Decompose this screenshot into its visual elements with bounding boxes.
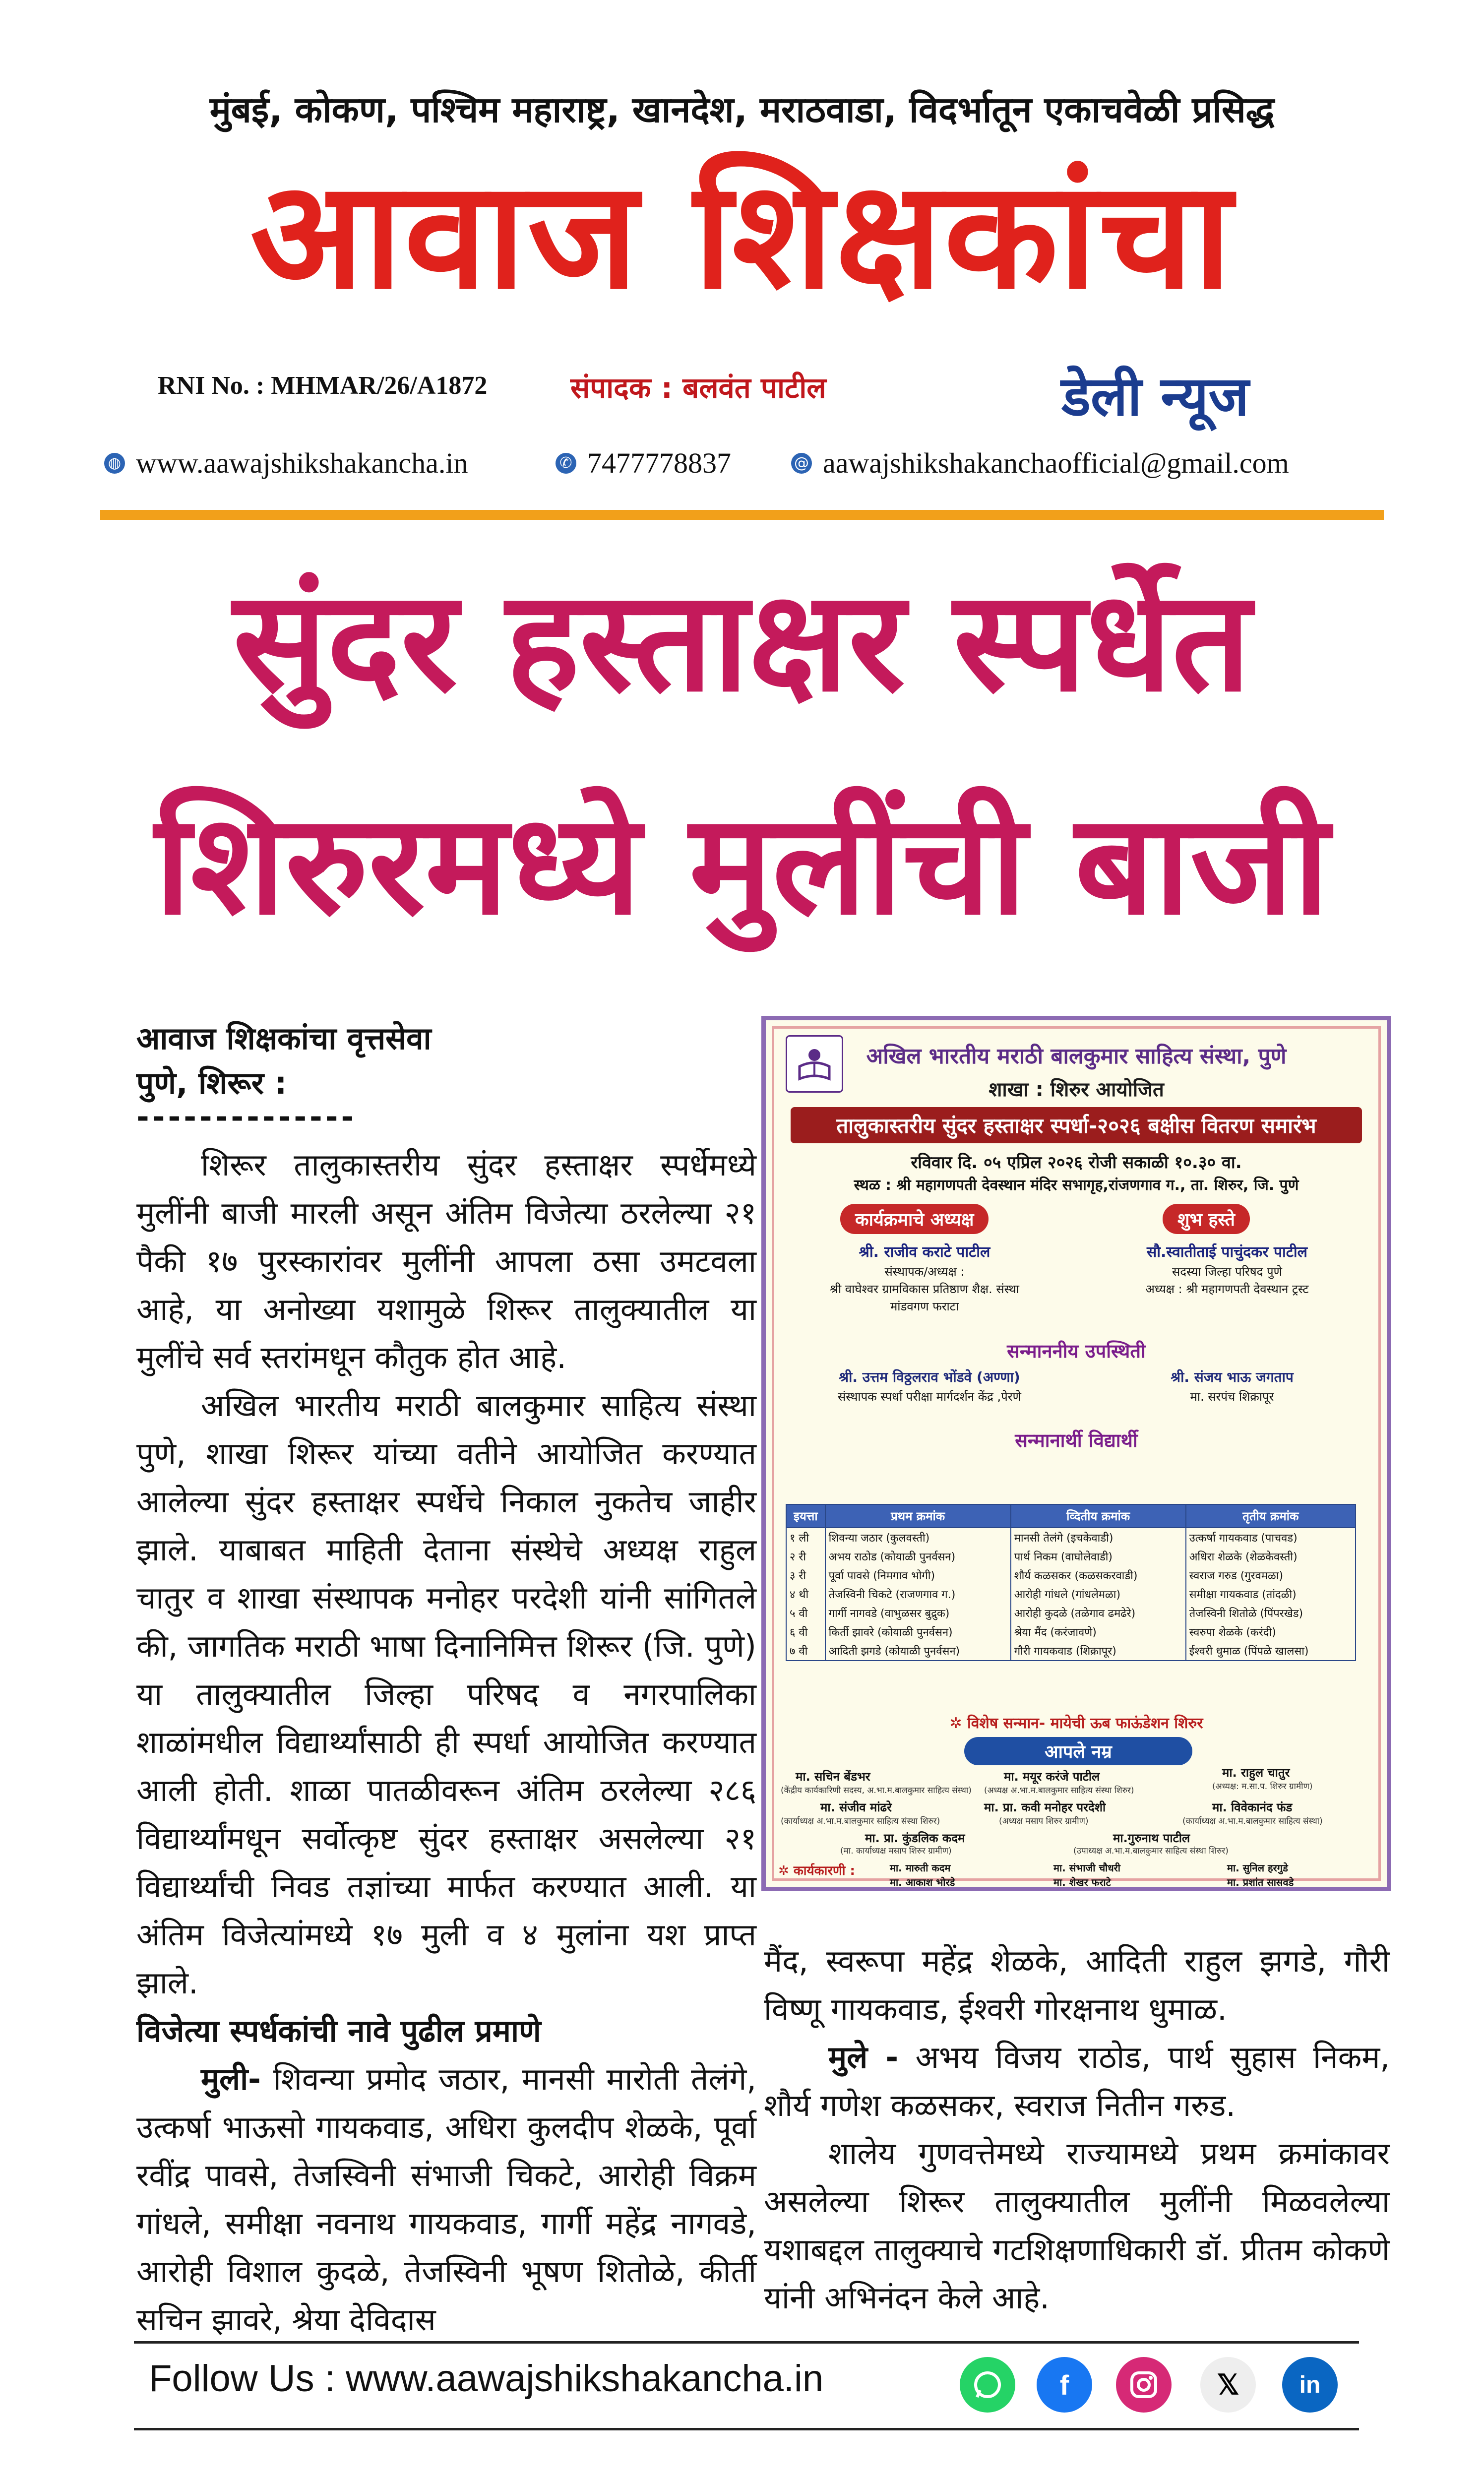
headline-line-1: सुंदर हस्ताक्षर स्पर्धेत: [233, 561, 1251, 723]
member-role: (कार्याध्यक्ष अ.भा.म.बालकुमार साहित्य संस्था शिरुर): [781, 1816, 940, 1826]
table-cell: शौर्य कळसकर (कळसकरवाडी): [1011, 1566, 1186, 1585]
contact-phone[interactable]: [556, 446, 731, 480]
table-row: [786, 1566, 1356, 1585]
committee-member: मा. सुनिल हरगुडे: [1227, 1862, 1288, 1874]
footer-divider-bottom: [134, 2428, 1359, 2430]
boys-names: अभय विजय राठोड, पार्थ सुहास निकम, शौर्य गणेश कळसकर, स्वराज नितीन गरुड.: [764, 2039, 1390, 2123]
follow-us-link[interactable]: Follow Us : www.aawajshikshakancha.in: [149, 2357, 824, 2400]
winners-table: [786, 1504, 1356, 1661]
member-name: मा.गुरुनाथ पाटील: [1113, 1831, 1190, 1845]
chief-guest-org: अध्यक्ष : श्री महागणपती देवस्थान ट्रस्ट: [1145, 1282, 1309, 1296]
table-row: [786, 1622, 1356, 1641]
table-cell: गौरी गायकवाड (शिक्रापूर): [1011, 1641, 1186, 1661]
table-row: [786, 1585, 1356, 1604]
winners-heading: विजेत्या स्पर्धकांची नावे पुढील प्रमाणे: [136, 2013, 541, 2049]
table-cell: तेजस्विनी शितोळे (पिंपरखेड): [1186, 1604, 1356, 1622]
x-icon[interactable]: 𝕏: [1200, 2357, 1256, 2413]
table-cell: शिवन्या जठार (कुलवस्ती): [825, 1528, 1011, 1547]
member-role: (कार्याध्यक्ष अ.भा.म.बालकुमार साहित्य संस्था): [1182, 1816, 1323, 1826]
table-cell: उत्कर्षा गायकवाड (पाचवड): [1186, 1528, 1356, 1547]
invitation-title: तालुकास्तरीय सुंदर हस्ताक्षर स्पर्धा-२०२६ बक्षीस वितरण समारंभ: [791, 1107, 1362, 1143]
table-row: [786, 1641, 1356, 1661]
committee-member: मा. मारुती कदम: [890, 1862, 951, 1874]
special-honor: ✲ विशेष सन्मान- मायेची ऊब फाऊंडेशन शिरुर: [949, 1715, 1203, 1732]
member-name: मा. संजीव मांढरे: [820, 1800, 892, 1814]
member-role: (अध्यक्ष: म.सा.प. शिरुर ग्रामीण): [1212, 1782, 1313, 1792]
member-name: मा. राहुल चातुर: [1222, 1766, 1290, 1780]
byline-dashes: --------------: [136, 1099, 357, 1135]
table-cell: तेजस्विनी चिकटे (राजणगाव ग.): [825, 1585, 1011, 1604]
contact-email[interactable]: [791, 446, 1289, 480]
chief-guest-role: सदस्या जिल्हा परिषद पुणे: [1172, 1265, 1282, 1279]
rni-number: RNI No. : MHMAR/26/A1872: [158, 372, 488, 400]
table-cell: मानसी तेलंगे (इचकेवाडी): [1011, 1528, 1186, 1547]
table-cell: ३ री: [786, 1566, 825, 1585]
instagram-icon[interactable]: [1116, 2357, 1172, 2413]
contact-website[interactable]: [104, 446, 468, 480]
students-heading: सन्मानार्थी विद्यार्थी: [1015, 1429, 1138, 1451]
linkedin-icon[interactable]: in: [1282, 2357, 1338, 2413]
table-header: तृतीय क्रमांक: [1186, 1504, 1356, 1528]
committee-label: ✲ कार्यकारणी :: [778, 1863, 855, 1878]
member-role: (मा. कार्याध्यक्ष मसाप शिरुर ग्रामीण): [840, 1846, 952, 1856]
guest-2-name: श्री. संजय भाऊ जगताप: [1171, 1369, 1294, 1385]
table-cell: १ ली: [786, 1528, 825, 1547]
phone-text: 7477778837: [587, 447, 731, 479]
humble-label: आपले नम्र: [964, 1737, 1192, 1765]
president-place: मांडवगण फराटा: [890, 1300, 959, 1313]
girls-names-continued: मैंद, स्वरूपा महेंद्र शेळके, आदिती राहुल झगडे, गौरी विष्णू गायकवाड, ईश्वरी गोरक्षनाथ धुमाळ.: [764, 1943, 1390, 2027]
table-header: इयत्ता: [786, 1504, 825, 1528]
table-header-row: [786, 1504, 1356, 1528]
girls-label: मुली-: [201, 2061, 261, 2097]
byline-source: आवाज शिक्षकांचा वृत्तसेवा: [136, 1020, 432, 1056]
table-row: [786, 1528, 1356, 1547]
chief-guest-name: सौ.स्वातीताई पाचुंदकर पाटील: [1146, 1243, 1308, 1261]
chief-guest-label: शुभ हस्ते: [1163, 1204, 1250, 1234]
email-text: aawajshikshakanchaofficial@gmail.com: [823, 447, 1289, 479]
headline-line-2: शिरुरमध्ये मुलींची बाजी: [155, 784, 1329, 946]
table-cell: ५ वी: [786, 1604, 825, 1622]
table-cell: आदिती झगडे (कोयाळी पुनर्वसन): [825, 1641, 1011, 1661]
email-icon: @: [791, 453, 812, 474]
article-column-right: [764, 1937, 1390, 2322]
president-label: कार्यक्रमाचे अध्यक्ष: [840, 1204, 989, 1234]
phone-icon: ✆: [556, 453, 576, 474]
table-cell: पूर्वा पावसे (निमगाव भोगी): [825, 1566, 1011, 1585]
byline-place: पुणे, शिरूर :: [136, 1065, 287, 1101]
guest-1-role: संस्थापक स्पर्धा परीक्षा मार्गदर्शन केंद्र ,पेरणे: [838, 1390, 1021, 1404]
guests-heading: सन्माननीय उपस्थिती: [1007, 1340, 1146, 1362]
member-name: मा. प्रा. कुंडलिक कदम: [865, 1831, 965, 1845]
table-cell: अभय राठोड (कोयाळी पुनर्वसन): [825, 1547, 1011, 1566]
member-name: मा. प्रा. कवी मनोहर परदेशी: [984, 1800, 1106, 1814]
member-role: (उपाध्यक्ष अ.भा.म.बालकुमार साहित्य संस्था शिरुर): [1073, 1846, 1229, 1856]
table-cell: श्रेया मैंद (करंजावणे): [1011, 1622, 1186, 1641]
table-cell: किर्ती झावरे (कोयाळी पुनर्वसन): [825, 1622, 1011, 1641]
table-header: व्दितीय क्रमांक: [1011, 1504, 1186, 1528]
tagline: मुंबई, कोकण, पश्चिम महाराष्ट्र, खानदेश, मराठवाडा, विदर्भातून एकाचवेळी प्रसिद्ध: [209, 89, 1275, 130]
table-cell: आरोही गांधले (गांधलेमळा): [1011, 1585, 1186, 1604]
article-column-left: [136, 1141, 756, 2344]
globe-icon: ◍: [104, 453, 125, 474]
table-cell: २ री: [786, 1547, 825, 1566]
committee-member: मा. संभाजी चौधरी: [1053, 1862, 1120, 1874]
table-cell: ईश्वरी धुमाळ (पिंपळे खालसा): [1186, 1641, 1356, 1661]
committee-member: मा. प्रशांत सासवडे: [1227, 1876, 1294, 1888]
table-header: प्रथम क्रमांक: [825, 1504, 1011, 1528]
table-cell: अधिरा शेळके (शेळकेवस्ती): [1186, 1547, 1356, 1566]
table-cell: गार्गी नागवडे (वाभुळसर बुद्रुक): [825, 1604, 1011, 1622]
president-role: संस्थापक/अध्यक्ष :: [884, 1265, 965, 1279]
president-org: श्री वाघेश्वर ग्रामविकास प्रतिष्ठाण शैक्ष. संस्था: [829, 1282, 1020, 1296]
whatsapp-icon[interactable]: [960, 2357, 1015, 2413]
table-cell: स्वरुपा शेळके (करंदी): [1186, 1622, 1356, 1641]
article-paragraph: शिरूर तालुकास्तरीय सुंदर हस्ताक्षर स्पर्धेमध्ये मुलींनी बाजी मारली असून अंतिम विजेत्या ठरलेल्या २१ पैकी १७ पुरस्कारांवर मुलींनी आपला ठसा उमटवला आहे, या अनोख्या यशामुळे शिरूर तालुक्यातील या मुलींचे सर्व स्तरांमधून कौतुक होत आहे.: [136, 1147, 756, 1375]
table-cell: आरोही कुदळे (तळेगाव ढमढेरे): [1011, 1604, 1186, 1622]
president-name: श्री. राजीव कराटे पाटील: [859, 1243, 990, 1261]
invitation-branch: शाखा : शिरुर आयोजित: [989, 1078, 1164, 1101]
article-paragraph: शालेय गुणवत्तेमध्ये राज्यामध्ये प्रथम क्रमांकावर असलेल्या शिरूर तालुक्यातील मुलींनी मिळवलेल्या यशाबद्दल तालुक्याचे गटशिक्षणाधिकारी डॉ. प्रीतम कोकणे यांनी अभिनंदन केले आहे.: [764, 2135, 1390, 2316]
masthead-title: आवाज शिक्षकांचा: [250, 149, 1234, 322]
footer-divider-top: [134, 2341, 1359, 2344]
member-name: मा. विवेकानंद फंड: [1212, 1800, 1293, 1814]
girls-names: शिवन्या प्रमोद जठार, मानसी मारोती तेलंगे, उत्कर्षा भाऊसो गायकवाड, अधिरा कुलदीप शेळके, पूर्वा रवींद्र पावसे, तेजस्विनी संभाजी चिकटे, आरोही विक्रम गांधले, समीक्षा नवनाथ गायकवाड, गार्गी महेंद्र नागवडे, आरोही विशाल कुदळे, तेजस्विनी भूषण शितोळे, कीर्ती सचिन झावरे, श्रेया देविदास: [136, 2061, 756, 2338]
member-role: (केंद्रीय कार्यकारिणी सदस्य, अ.भा.म.बालकुमार साहित्य संस्था): [781, 1786, 972, 1796]
table-cell: ७ वी: [786, 1641, 825, 1661]
website-text: www.aawajshikshakancha.in: [136, 447, 468, 479]
table-cell: ६ वी: [786, 1622, 825, 1641]
table-row: [786, 1604, 1356, 1622]
facebook-icon[interactable]: f: [1037, 2357, 1092, 2413]
member-name: मा. मयूर करंजे पाटील: [1004, 1770, 1100, 1784]
daily-news-label: डेली न्यूज: [1061, 365, 1249, 428]
header-divider: [100, 510, 1384, 520]
boys-label: मुले -: [828, 2039, 899, 2075]
committee-member: मा. शेखर फराटे: [1053, 1876, 1111, 1888]
table-cell: पार्थ निकम (वाघोलेवाडी): [1011, 1547, 1186, 1566]
table-cell: स्वराज गरुड (गुरवमळा): [1186, 1566, 1356, 1585]
table-row: [786, 1547, 1356, 1566]
table-cell: ४ थी: [786, 1585, 825, 1604]
member-role: (अध्यक्ष अ.भा.म.बालकुमार साहित्य संस्था शिरुर): [984, 1786, 1134, 1796]
invitation-card: [761, 1016, 1391, 1891]
member-name: मा. सचिन बेंडभर: [796, 1770, 870, 1784]
member-role: (अध्यक्ष मसाप शिरुर ग्रामीण): [999, 1816, 1089, 1826]
editor-credit: संपादक : बलवंत पाटील: [570, 371, 826, 405]
committee-member: मा. आकाश भोरडे: [890, 1876, 955, 1888]
article-paragraph: अखिल भारतीय मराठी बालकुमार साहित्य संस्था पुणे, शाखा शिरूर यांच्या वतीने आयोजित करण्यात आलेल्या सुंदर हस्ताक्षर स्पर्धेचे निकाल नुकतेच जाहीर झाले. याबाबत माहिती देताना संस्थेचे अध्यक्ष राहुल चातुर व शाखा संस्थापक मनोहर परदेशी यांनी सांगितले की, जागतिक मराठी भाषा दिनानिमित्त शिरूर (जि. पुणे) या तालुक्यातील जिल्हा परिषद व नगरपालिका शाळांमधील विद्यार्थ्यांसाठी ही स्पर्धा आयोजित करण्यात आली होती. शाळा पातळीवरून अंतिम ठरलेल्या २८६ विद्यार्थ्यांमधून सर्वोत्कृष्ट सुंदर हस्ताक्षर असलेल्या २१ विद्यार्थ्यांची निवड तज्ञांच्या मार्फत करण्यात आली. या अंतिम विजेत्यांमध्ये १७ मुली व ४ मुलांना यश प्राप्त झाले.: [136, 1387, 756, 2001]
guest-2-role: मा. सरपंच शिक्रापूर: [1190, 1390, 1274, 1404]
invitation-venue: स्थळ : श्री महागणपती देवस्थान मंदिर सभागृह,रांजणगाव ग., ता. शिरुर, जि. पुणे: [854, 1177, 1299, 1194]
invitation-date: रविवार दि. ०५ एप्रिल २०२६ रोजी सकाळी १०.३० वा.: [911, 1153, 1242, 1173]
invitation-org: अखिल भारतीय मराठी बालकुमार साहित्य संस्था, पुणे: [866, 1044, 1287, 1069]
table-cell: समीक्षा गायकवाड (तांदळी): [1186, 1585, 1356, 1604]
guest-1-name: श्री. उत्तम विठ्ठलराव भोंडवे (अण्णा): [839, 1369, 1020, 1385]
